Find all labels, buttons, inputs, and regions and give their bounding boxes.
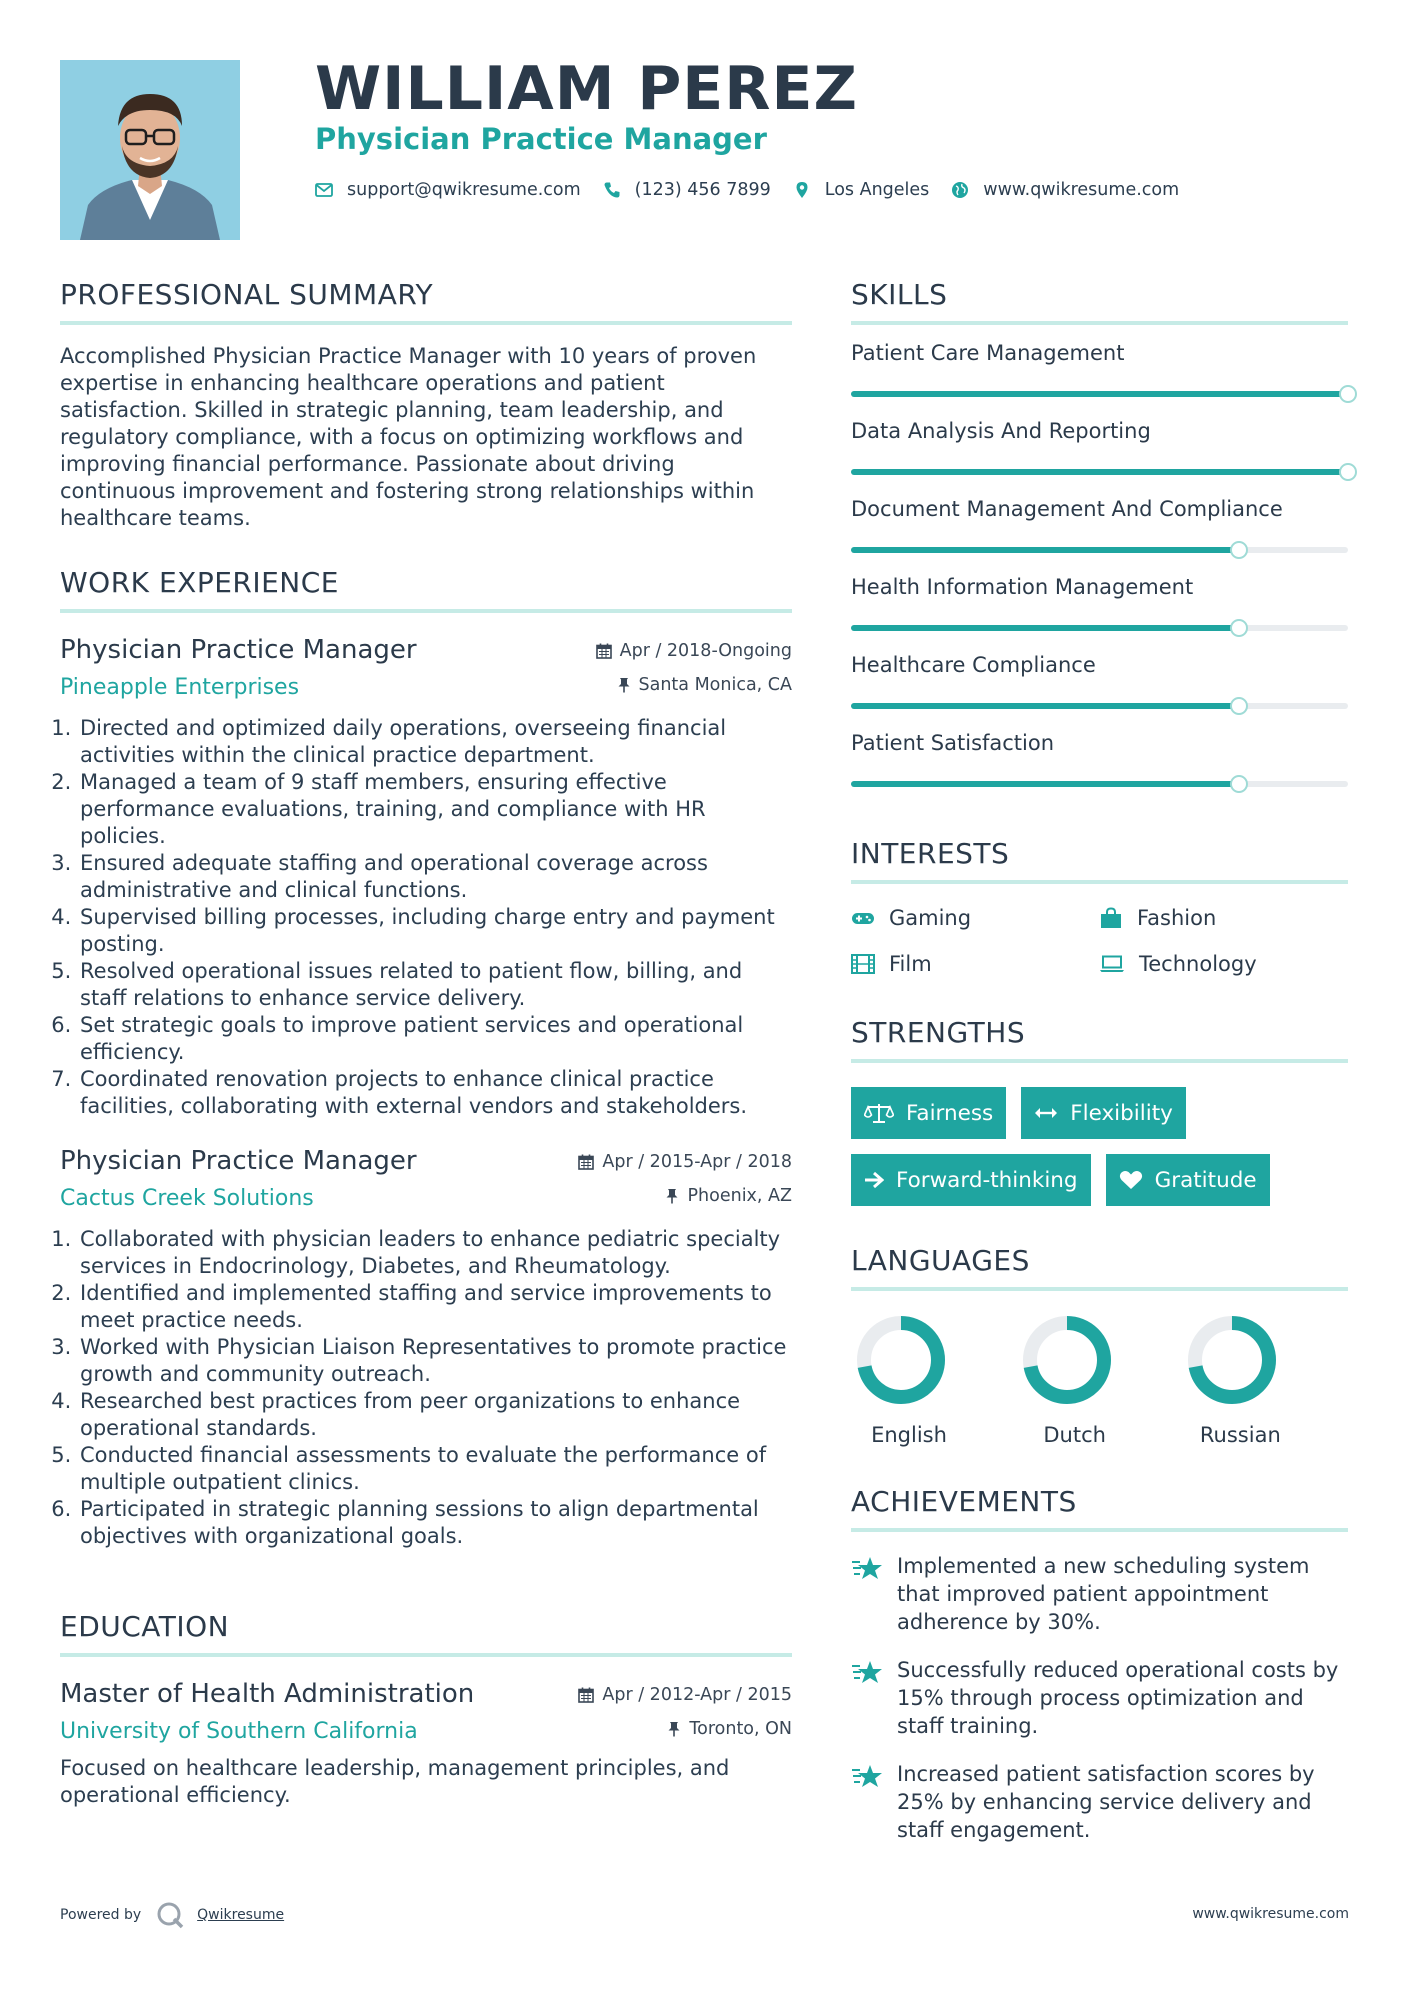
duty-item: 6. Set strategic goals to improve patient services and operational efficiency. [78,1012,792,1066]
skill-item [851,329,1348,407]
duty-item: 1. Collaborated with physician leaders to enhance pediatric specialty services in Endocrinology, Diabetes, and Rheumatology. [78,1226,792,1280]
skill-bar-fill [851,781,1239,787]
skill-name: Data Analysis And Reporting [851,419,1151,443]
contact-location: Los Angeles [824,180,930,200]
interests-list [851,904,1348,978]
duty-list [60,715,792,1120]
job-dates-text: Apr / 2015-Apr / 2018 [602,1152,792,1172]
skill-bar-knob [1230,775,1248,793]
skill-bar-knob [1230,619,1248,637]
duty-item: 3. Worked with Physician Liaison Representatives to promote practice growth and community outreach. [78,1334,792,1388]
shopping-bag-icon [1099,907,1123,929]
achievement-text: Successfully reduced operational costs by 15% through process optimization and staff training. [897,1658,1339,1738]
duty-item: 7. Coordinated renovation projects to enhance clinical practice facilities, collaborating with external vendors and stakeholders. [78,1066,792,1120]
experience-heading: WORK EXPERIENCE [60,566,792,613]
arrows-horizontal-icon [1034,1106,1058,1120]
strength-tag [851,1154,1091,1206]
skill-bar [851,625,1348,631]
strength-label: Flexibility [1070,1100,1173,1126]
languages-list [851,1315,1348,1447]
skills-heading: SKILLS [851,278,1348,325]
education-location [667,1719,792,1739]
language-ring [1022,1315,1112,1405]
achievement-item [851,1552,1348,1636]
job-entry [60,1146,792,1550]
achievement-item [851,1656,1348,1740]
interest-label: Technology [1139,952,1257,976]
duty-item: 1. Directed and optimized daily operations, overseeing financial activities within the clinical practice department. [78,715,792,769]
skill-bar-knob [1339,463,1357,481]
duty-list [60,1226,792,1550]
skill-bar-fill [851,547,1239,553]
strength-label: Forward-thinking [896,1167,1078,1193]
education-description: Focused on healthcare leadership, management principles, and operational efficiency. [60,1756,730,1807]
footer-website[interactable]: www.qwikresume.com [1192,1906,1349,1922]
calendar-icon [596,643,612,659]
skill-bar-knob [1230,697,1248,715]
left-column [60,278,792,1809]
skill-item [851,719,1348,797]
profile-photo [60,60,240,240]
language-item [1182,1315,1348,1447]
duty-item: 4. Supervised billing processes, including charge entry and payment posting. [78,904,792,958]
pushpin-icon [667,1721,681,1737]
star-badge-icon [851,1764,883,1790]
strength-label: Fairness [906,1100,994,1126]
strength-tag [851,1087,1006,1139]
contact-phone[interactable]: (123) 456 7899 [634,180,771,200]
laptop-icon [1099,955,1125,973]
languages-heading: LANGUAGES [851,1244,1348,1291]
interests-heading: INTERESTS [851,837,1348,884]
skill-bar-knob [1230,541,1248,559]
skill-bar [851,703,1348,709]
job-dates [578,1152,792,1172]
calendar-icon [578,1687,594,1703]
duty-item: 2. Identified and implemented staffing and service improvements to meet practice needs. [78,1280,792,1334]
star-badge-icon [851,1556,883,1582]
candidate-name: WILLIAM PEREZ [315,54,858,124]
interest-label: Fashion [1137,906,1217,930]
footer-powered-by [60,1900,284,1930]
skill-bar-fill [851,703,1239,709]
gamepad-icon [851,909,875,927]
degree-title: Master of Health Administration [60,1679,475,1709]
strength-label: Gratitude [1154,1167,1257,1193]
contact-website[interactable]: www.qwikresume.com [983,180,1180,200]
language-name: Russian [1199,1423,1281,1447]
balance-scale-icon [864,1102,894,1124]
language-name: English [871,1423,947,1447]
duty-item: 5. Resolved operational issues related to patient flow, billing, and staff relations to enhance service delivery. [78,958,792,1012]
skill-name: Healthcare Compliance [851,653,1096,677]
education-entry [60,1679,792,1809]
interest-item [851,950,1099,978]
job-dates [596,641,792,661]
job-dates-text: Apr / 2018-Ongoing [619,641,792,661]
summary-heading: PROFESSIONAL SUMMARY [60,278,792,325]
job-location-text: Santa Monica, CA [638,675,792,695]
map-marker-icon [793,181,811,199]
star-badge-icon [851,1660,883,1686]
job-location [665,1186,792,1206]
job-location-text: Phoenix, AZ [687,1186,792,1206]
interest-label: Gaming [889,906,972,930]
skills-list [851,329,1348,797]
arrow-right-icon [864,1171,884,1189]
language-item [1017,1315,1183,1447]
education-dates [578,1685,792,1705]
job-title: Physician Practice Manager [60,1146,417,1176]
pushpin-icon [617,677,631,693]
achievement-text: Implemented a new scheduling system that improved patient appointment adherence by 30%. [897,1554,1310,1634]
contact-row [315,180,1201,200]
right-column [851,278,1348,1844]
language-ring [856,1315,946,1405]
education-location-text: Toronto, ON [689,1719,792,1739]
duty-item: 4. Researched best practices from peer organizations to enhance operational standards. [78,1388,792,1442]
strength-tag [1021,1087,1186,1139]
job-location [617,675,793,695]
job-company: Cactus Creek Solutions [60,1186,314,1211]
skill-bar [851,391,1348,397]
strengths-list [851,1087,1348,1206]
skill-bar-fill [851,391,1348,397]
contact-email[interactable]: support@qwikresume.com [347,180,581,200]
skill-bar-fill [851,625,1239,631]
strengths-heading: STRENGTHS [851,1016,1348,1063]
duty-item: 2. Managed a team of 9 staff members, ensuring effective performance evaluations, training, and compliance with HR policies. [78,769,792,850]
pushpin-icon [665,1188,679,1204]
skill-item [851,563,1348,641]
job-title: Physician Practice Manager [60,635,417,665]
interest-label: Film [889,952,932,976]
skill-item [851,407,1348,485]
skill-bar [851,781,1348,787]
heart-icon [1119,1170,1143,1190]
powered-by-label: Powered by [60,1907,142,1923]
email-icon [315,181,333,199]
summary-text: Accomplished Physician Practice Manager with 10 years of proven expertise in enhancing healthcare operations and patient satisfaction. Skilled in strategic planning, team leadership, and regulatory compliance, with a focus on optimizing workflows and improving financial performance. Passionate about driving continuous improvement and fostering strong relationships within healthcare teams. [60,344,757,530]
language-item [851,1315,1017,1447]
language-ring [1187,1315,1277,1405]
skill-bar-knob [1339,385,1357,403]
duty-item: 3. Ensured adequate staffing and operational coverage across administrative and clinical functions. [78,850,792,904]
skill-name: Document Management And Compliance [851,497,1283,521]
language-name: Dutch [1043,1423,1106,1447]
skill-name: Health Information Management [851,575,1194,599]
skill-item [851,485,1348,563]
interest-item [851,904,1099,932]
achievement-text: Increased patient satisfaction scores by 25% by enhancing service delivery and staff engagement. [897,1762,1315,1842]
skill-name: Patient Care Management [851,341,1125,365]
interest-item [1099,950,1347,978]
skill-item [851,641,1348,719]
duty-item: 5. Conducted financial assessments to evaluate the performance of multiple outpatient clinics. [78,1442,792,1496]
skill-name: Patient Satisfaction [851,731,1055,755]
qwikresume-logo-icon [155,1900,185,1930]
achievements-list [851,1552,1348,1844]
skill-bar [851,469,1348,475]
strength-tag [1106,1154,1270,1206]
skill-bar [851,547,1348,553]
calendar-icon [578,1154,594,1170]
globe-icon [951,181,969,199]
duty-item: 6. Participated in strategic planning sessions to align departmental objectives with organizational goals. [78,1496,792,1550]
phone-icon [603,181,621,199]
job-entry [60,635,792,1120]
school-name: University of Southern California [60,1719,418,1744]
education-dates-text: Apr / 2012-Apr / 2015 [602,1685,792,1705]
skill-bar-fill [851,469,1348,475]
education-heading: EDUCATION [60,1610,792,1657]
interest-item [1099,904,1347,932]
achievement-item [851,1760,1348,1844]
achievements-heading: ACHIEVEMENTS [851,1485,1348,1532]
film-icon [851,954,875,974]
job-company: Pineapple Enterprises [60,675,300,700]
candidate-title: Physician Practice Manager [315,122,767,156]
brand-link[interactable]: Qwikresume [197,1907,285,1923]
